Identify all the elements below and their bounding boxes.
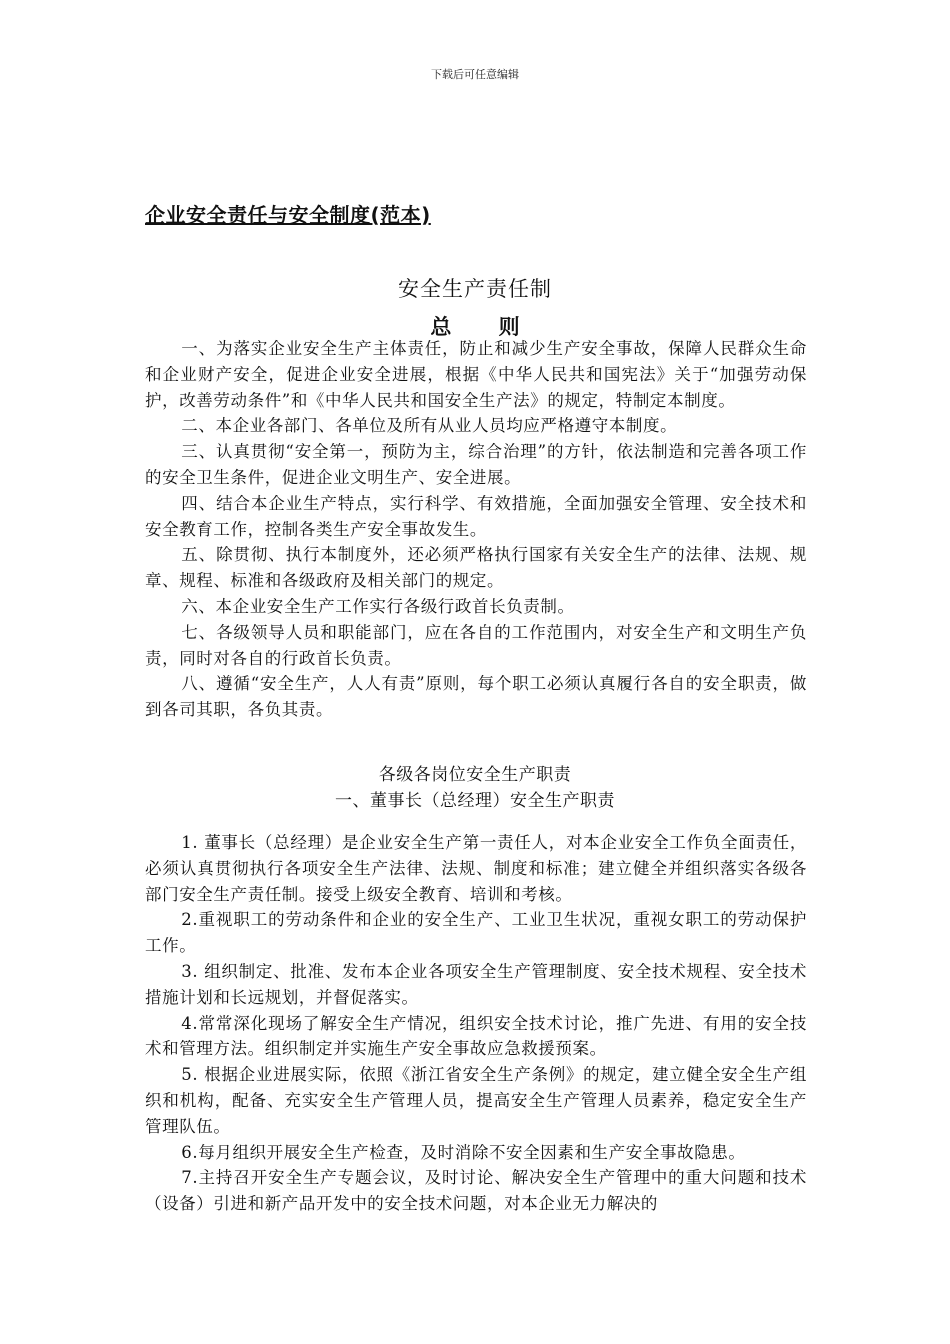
paragraph: 八、遵循“安全生产，人人有责”原则，每个职工必须认真履行各自的安全职责，做到各司其职，各负其责。 xyxy=(145,674,807,720)
header-note: 下载后可任意编辑 xyxy=(431,68,519,81)
chairman-duties-body xyxy=(145,830,807,1217)
paragraph: 2.重视职工的劳动条件和企业的安全生产、工业卫生状况，重视女职工的劳动保护工作。 xyxy=(145,910,807,956)
paragraph: 五、除贯彻、执行本制度外，还必须严格执行国家有关安全生产的法律、法规、规章、规程、标准和各级政府及相关部门的规定。 xyxy=(145,545,807,591)
paragraph: 1. 董事长（总经理）是企业安全生产第一责任人，对本企业安全工作负全面责任，必须认真贯彻执行各项安全生产法律、法规、制度和标准；建立健全并组织落实各级各部门安全生产责任制。接受上级安全教育、培训和考核。 xyxy=(145,833,807,904)
duties-heading: 各级各岗位安全生产职责 xyxy=(378,765,572,785)
paragraph: 七、各级领导人员和职能部门，应在各自的工作范围内，对安全生产和文明生产负责，同时对各自的行政首长负责。 xyxy=(145,622,807,668)
document-title: 企业安全责任与安全制度(范本) xyxy=(145,203,431,227)
chairman-duties-heading: 一、董事长（总经理）安全生产职责 xyxy=(335,791,615,811)
paragraph: 三、认真贯彻“安全第一，预防为主，综合治理”的方针，依法制造和完善各项工作的安全卫生条件，促进企业文明生产、安全进展。 xyxy=(145,442,807,487)
paragraph: 4.常常深化现场了解安全生产情况，组织安全技术讨论，推广先进、有用的安全技术和管理方法。组织制定并实施生产安全事故应急救援预案。 xyxy=(145,1013,807,1059)
paragraph: 7.主持召开安全生产专题会议，及时讨论、解决安全生产管理中的重大问题和技术（设备）引进和新产品开发中的安全技术问题，对本企业无力解决的 xyxy=(145,1168,807,1214)
paragraph: 3. 组织制定、批准、发布本企业各项安全生产管理制度、安全技术规程、安全技术措施计划和长远规划，并督促落实。 xyxy=(145,961,807,1007)
paragraph: 二、本企业各部门、各单位及所有从业人员均应严格遵守本制度。 xyxy=(181,416,678,436)
paragraph: 6.每月组织开展安全生产检查，及时消除不安全因素和生产安全事故隐患。 xyxy=(181,1142,746,1162)
paragraph: 六、本企业安全生产工作实行各级行政首长负责制。 xyxy=(181,596,575,616)
general-provisions-title: 总 则 xyxy=(430,315,540,339)
section-title: 安全生产责任制 xyxy=(398,277,552,301)
paragraph: 一、为落实企业安全生产主体责任，防止和减少生产安全事故，保障人民群众生命和企业财产安全，促进企业安全进展，根据《中华人民共和国宪法》关于“加强劳动保护，改善劳动条件”和《中华人民共和国安全生产法》的规定，特制定本制度。 xyxy=(145,339,807,410)
paragraph: 5. 根据企业进展实际，依照《浙江省安全生产条例》的规定，建立健全安全生产组织和机构，配备、充实安全生产管理人员，提高安全生产管理人员素养，稳定安全生产管理队伍。 xyxy=(145,1065,807,1136)
paragraph: 四、结合本企业生产特点，实行科学、有效措施，全面加强安全管理、安全技术和安全教育工作，控制各类生产安全事故发生。 xyxy=(145,493,807,539)
general-provisions-body xyxy=(145,336,807,723)
